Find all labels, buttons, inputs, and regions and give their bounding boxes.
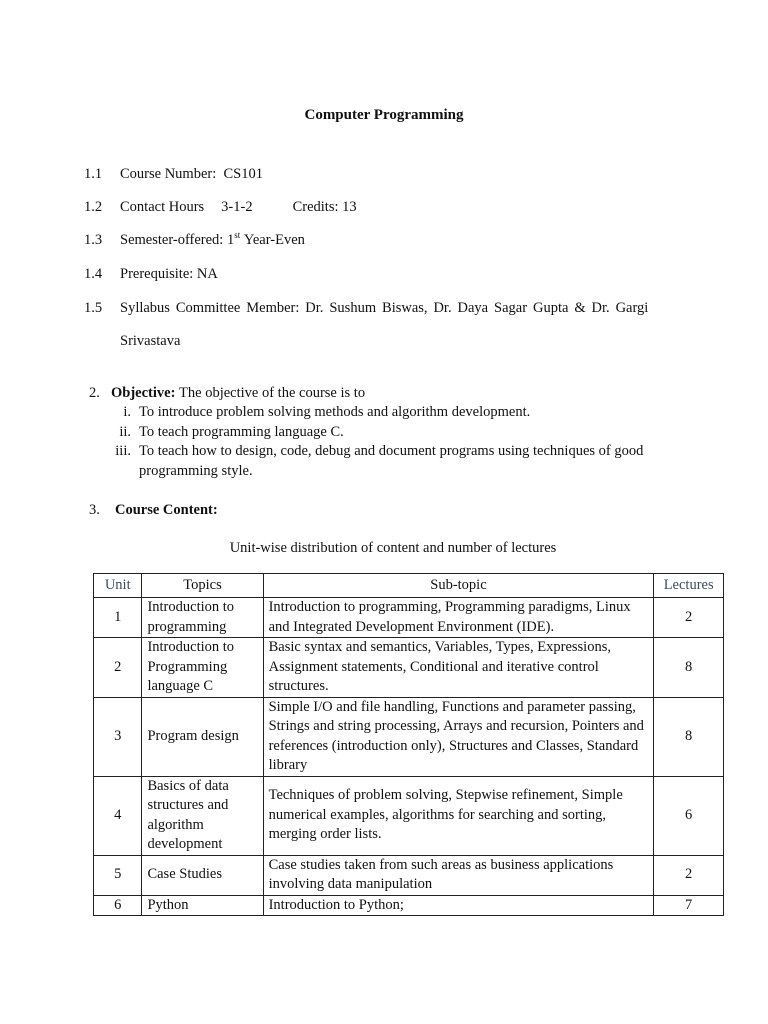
unit-cell: 1 [94, 598, 142, 638]
header-lectures: Lectures [654, 574, 724, 598]
prerequisite-line [84, 265, 218, 285]
topic-cell: Program design [142, 697, 263, 776]
header-unit: Unit [94, 574, 142, 598]
topic-cell: Python [142, 895, 263, 916]
table-row [94, 776, 724, 855]
semester-line [84, 231, 305, 251]
objective-item-number: ii. [119, 423, 131, 440]
table-row [94, 855, 724, 895]
course-number-value: CS101 [223, 166, 263, 182]
committee-line-wrap: Srivastava [120, 333, 181, 349]
lectures-cell: 8 [654, 697, 724, 776]
contact-hours-line [84, 198, 357, 218]
semester-value: Year-Even [243, 232, 305, 248]
subtopic-cell: Introduction to programming, Programming paradigms, Linux and Integrated Development Environment (IDE). [263, 598, 654, 638]
objective-intro: The objective of the course is to [179, 385, 366, 401]
table-row [94, 598, 724, 638]
lectures-cell: 2 [654, 598, 724, 638]
unit-cell: 4 [94, 776, 142, 855]
unit-cell: 3 [94, 697, 142, 776]
section-number: 1.3 [84, 232, 103, 248]
objective-item-text: To teach programming language C. [139, 423, 344, 440]
objective-item [96, 442, 706, 481]
header-subtopic: Sub-topic [263, 574, 654, 598]
page-title: Computer Programming [304, 107, 464, 123]
semester-label: Semester-offered: [120, 232, 224, 248]
unit-cell: 5 [94, 855, 142, 895]
unit-cell: 6 [94, 895, 142, 916]
semester-number: 1 [226, 232, 235, 248]
objective-item-number: i. [123, 404, 131, 420]
course-number-line [84, 165, 263, 185]
course-content-label: Course Content: [115, 502, 218, 518]
table-header-row [94, 574, 724, 598]
topic-cell: Introduction to Programming language C [142, 638, 263, 698]
subtopic-cell: Introduction to Python; [263, 895, 654, 916]
objective-number: 2. [89, 385, 100, 401]
objective-label: Objective: [111, 385, 176, 401]
subtopic-cell: Basic syntax and semantics, Variables, Types, Expressions, Assignment statements, Conditional and iterative control structures. [263, 638, 654, 698]
section-number: 1.4 [84, 266, 103, 282]
table-row [94, 895, 724, 916]
section-number: 1.1 [84, 166, 103, 182]
lectures-cell: 2 [654, 855, 724, 895]
table-row [94, 697, 724, 776]
contact-hours-label: Contact Hours [120, 199, 205, 215]
topic-cell: Case Studies [142, 855, 263, 895]
course-content-number: 3. [89, 502, 100, 518]
prerequisite-label: Prerequisite: [120, 266, 194, 282]
lectures-cell: 8 [654, 638, 724, 698]
table-caption: Unit-wise distribution of content and number of lectures [229, 540, 557, 556]
header-topics: Topics [142, 574, 263, 598]
topic-cell: Introduction to programming [142, 598, 263, 638]
credits-text: Credits: 13 [292, 199, 357, 215]
contact-hours-value: 3-1-2 [221, 199, 253, 215]
objective-heading [89, 384, 365, 404]
lectures-cell: 7 [654, 895, 724, 916]
objective-item-text: To teach how to design, code, debug and document programs using techniques of good programming style. [139, 443, 644, 479]
subtopic-cell: Simple I/O and file handling, Functions and parameter passing, Strings and string processing, Arrays and recursion, Pointers and references (introduction only), Structures and Classes, Standard library [263, 697, 654, 776]
lectures-cell: 6 [654, 776, 724, 855]
objective-item-text: To introduce problem solving methods and algorithm development. [139, 404, 531, 420]
committee-line [84, 299, 648, 319]
course-number-label: Course Number: [120, 166, 217, 182]
course-content-table [93, 573, 724, 916]
subtopic-cell: Case studies taken from such areas as business applications involving data manipulation [263, 855, 654, 895]
topic-cell: Basics of data structures and algorithm development [142, 776, 263, 855]
subtopic-cell: Techniques of problem solving, Stepwise refinement, Simple numerical examples, algorithms for searching and sorting, merging order lists. [263, 776, 654, 855]
table-row [94, 638, 724, 698]
objective-list [96, 403, 706, 481]
section-number: 1.2 [84, 199, 103, 215]
semester-superscript: st [234, 230, 241, 241]
unit-cell: 2 [94, 638, 142, 698]
section-number: 1.5 [84, 300, 103, 316]
course-content-heading [89, 501, 218, 521]
prerequisite-value: NA [196, 266, 218, 282]
objective-item [96, 423, 706, 443]
objective-item-number: iii. [115, 443, 131, 460]
committee-text: Syllabus Committee Member: Dr. Sushum Biswas, Dr. Daya Sagar Gupta & Dr. Gargi [120, 300, 649, 316]
objective-item [96, 403, 706, 423]
